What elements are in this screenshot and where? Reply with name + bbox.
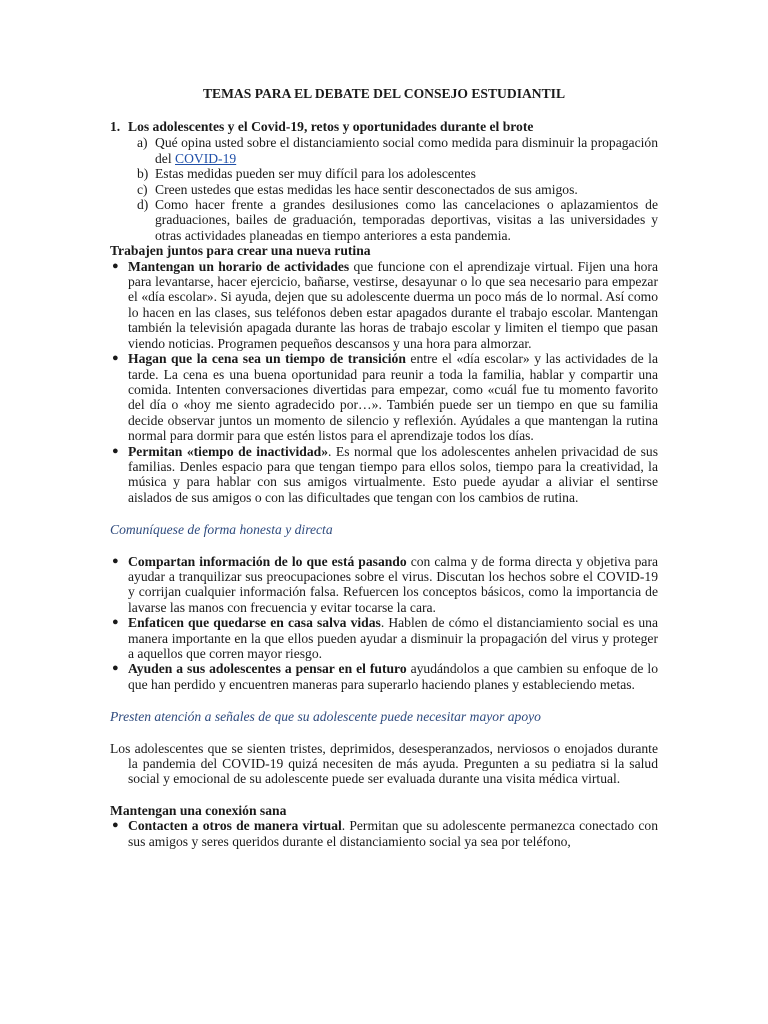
bullet-item	[110, 818, 658, 849]
section-heading-text: Los adolescentes y el Covid-19, retos y oportunidades durante el brote	[128, 119, 534, 134]
list-item-d	[110, 197, 658, 243]
bullet-icon: ●	[112, 554, 119, 567]
bullet-item	[110, 444, 658, 506]
communicate-heading: Comuníquese de forma honesta y directa	[110, 522, 333, 538]
list-marker: b)	[137, 166, 149, 182]
bullet-item	[110, 661, 658, 692]
bullet-text: que funcione con el aprendizaje virtual. Fijen una hora para levantarse, hacer ejercicio, bañarse, vestirse, desayunar o lo que sea necesario para empezar el «día escolar». Si ayuda, dejen que su adolescente duerma un poco más de lo normal. Así como lo hacen en las clases, sus teléfonos deben estar apagados durante el trabajo escolar. Mantengan también la televisión apagada durante las horas de trabajo escolar y limiten el tiempo que pasan viendo noticias. Programen pequeños descansos y una hora para almorzar.	[128, 258, 658, 351]
bullet-item	[110, 351, 658, 443]
bullet-text: . Hablen de cómo el distanciamiento social es una manera importante en la que ellos pueden ayudar a disminuir la propagación del virus y proteger a aquellos que corren mayor riesgo.	[128, 615, 658, 661]
attention-paragraph: Los adolescentes que se sienten tristes, deprimidos, desesperanzados, nerviosos o enojados durante la pandemia del COVID-19 quizá necesiten de más ayuda. Pregunten a su pediatra si la salud social y emocional de su adolescente puede ser evaluada durante una visita médica virtual.	[110, 740, 658, 787]
bullet-bold-text: Mantengan un horario de actividades	[128, 258, 350, 274]
bullet-text: . Es normal que los adolescentes anhelen privacidad de sus familias. Denles espacio para que tengan tiempo para ellos solos, tiempo para la creatividad, la música y para hablar con sus amigos virtualmente. Esto puede ayudar a aliviar el sentirse aislados de sus amigos o con las dificultades que tengan con los cambios de rutina.	[128, 443, 658, 505]
document-title: TEMAS PARA EL DEBATE DEL CONSEJO ESTUDIANTIL	[202, 86, 566, 101]
bullet-bold-text: Compartan información de lo que está pasando	[128, 553, 407, 569]
routine-heading: Trabajen juntos para crear una nueva rutina	[110, 243, 371, 259]
bullet-bold-text: Permitan «tiempo de inactividad»	[128, 443, 329, 459]
list-marker: c)	[137, 181, 148, 197]
bullet-item	[110, 259, 658, 351]
bullet-icon: ●	[112, 616, 119, 629]
bullet-text: con calma y de forma directa y objetiva para ayudar a tranquilizar sus preocupaciones sobre el virus. Discutan los hechos sobre el COVID-19 y corrijan cualquier información falsa. Refuercen los conceptos básicos, como la importancia de lavarse las manos con frecuencia y evitar tocarse la cara.	[128, 553, 658, 615]
bullet-bold-text: Contacten a otros de manera virtual	[128, 818, 342, 834]
bullet-icon: ●	[112, 259, 119, 272]
bullet-text: ayudándolos a que cambien su enfoque de lo que han perdido y encuentren maneras para superarlo haciendo planes y estableciendo metas.	[128, 661, 658, 692]
section-1-heading	[110, 119, 658, 134]
bullet-icon: ●	[112, 444, 119, 457]
list-item-text: Estas medidas pueden ser muy difícil para los adolescentes	[155, 166, 476, 182]
attention-heading: Presten atención a señales de que su adolescente puede necesitar mayor apoyo	[110, 709, 541, 725]
bullet-bold-text: Hagan que la cena sea un tiempo de transición	[128, 351, 406, 367]
bullet-icon: ●	[112, 819, 119, 832]
list-item-c	[110, 182, 658, 197]
section-number: 1.	[110, 119, 121, 134]
list-marker: a)	[137, 135, 148, 151]
bullet-bold-text: Ayuden a sus adolescentes a pensar en el futuro	[128, 661, 407, 677]
list-item-b	[110, 166, 658, 181]
bullet-icon: ●	[112, 352, 119, 365]
connection-heading: Mantengan una conexión sana	[110, 802, 287, 818]
bullet-text: entre el «día escolar» y las actividades de la tarde. La cena es una buena oportunidad para reunir a toda la familia, hablar y compartir una comida. Intenten conversaciones divertidas para empezar, como «cuál fue tu momento favorito del día o «hoy me siento agradecido por…». También puede ser un tiempo en que su familia decide observar juntos un momento de silencio y reflexión. Ayúdales a que mantengan la rutina normal para dormir para que estén listos para el aprendizaje todos los días.	[128, 351, 658, 444]
bullet-icon: ●	[112, 662, 119, 675]
list-marker: d)	[137, 197, 149, 213]
list-item-a	[110, 135, 658, 166]
bullet-text: . Permitan que su adolescente permanezca conectado con sus amigos y seres queridos durante el distanciamiento social ya sea por teléfono,	[128, 818, 658, 849]
list-item-text: Como hacer frente a grandes desilusiones como las cancelaciones o aplazamientos de graduaciones, bailes de graduación, temporadas deportivas, visitas a las universidades y otras actividades planeadas en tiempo anteriores a esta pandemia.	[155, 197, 658, 243]
bullet-item	[110, 554, 658, 616]
bullet-item	[110, 615, 658, 661]
covid-link[interactable]: COVID-19	[175, 150, 237, 166]
document-body	[110, 119, 658, 849]
list-item-text: Qué opina usted sobre el distanciamiento social como medida para disminuir la propagación del	[155, 135, 658, 166]
bullet-bold-text: Enfaticen que quedarse en casa salva vidas	[128, 615, 381, 631]
list-item-text: Creen ustedes que estas medidas les hace sentir desconectados de sus amigos.	[155, 181, 578, 197]
